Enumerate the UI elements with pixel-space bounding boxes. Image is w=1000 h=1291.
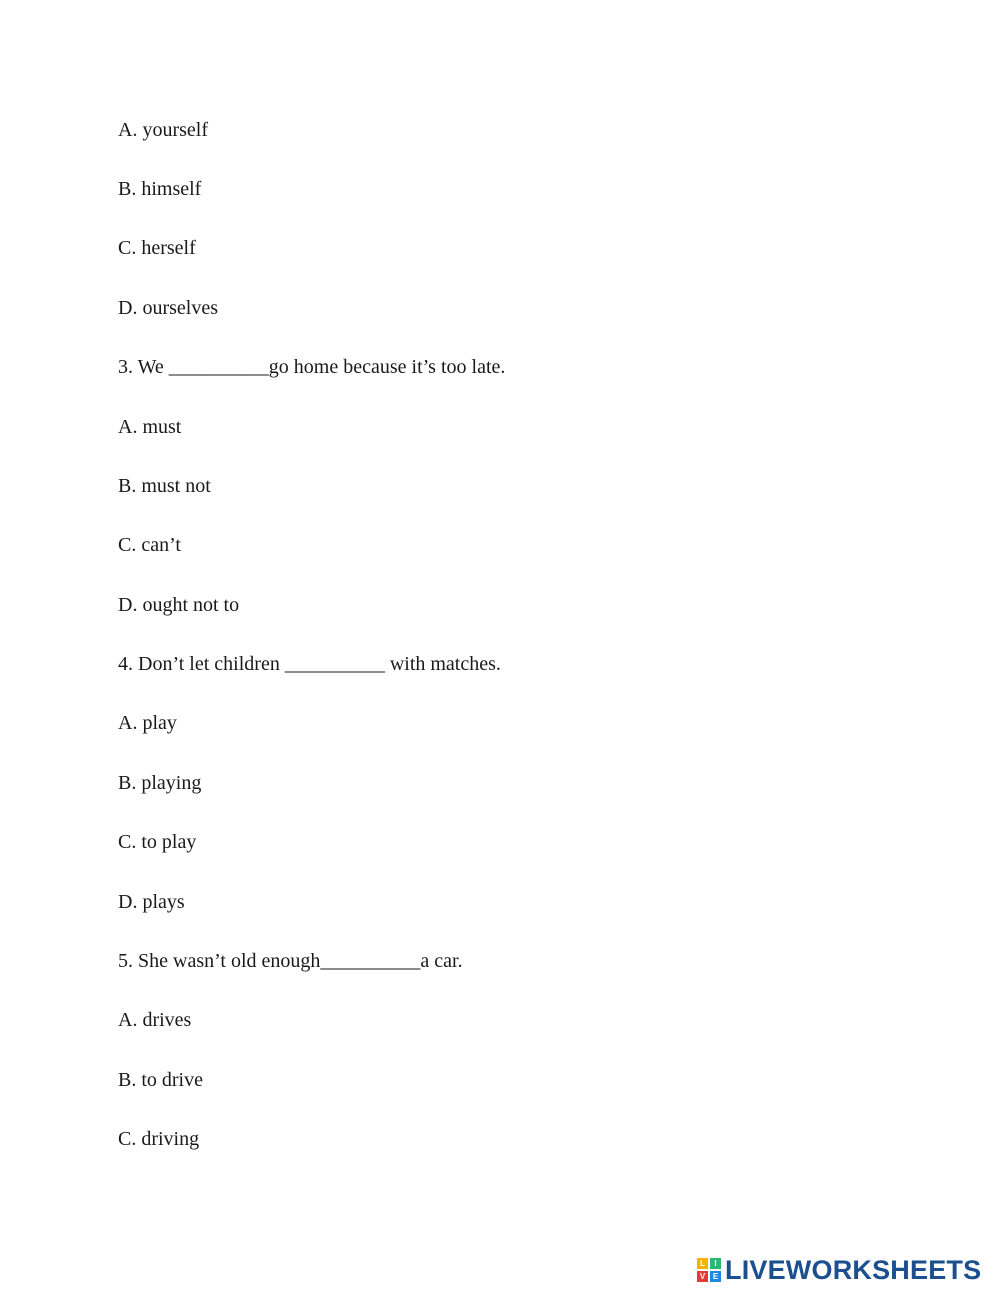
q4-option-d: D. plays [118,891,185,913]
question-3: 3. We __________go home because it’s too late. [118,356,506,378]
q5-option-a: A. drives [118,1009,192,1031]
logo-tile-v: V [697,1271,708,1282]
option-a-yourself: A. yourself [118,119,208,141]
q4-option-c: C. to play [118,831,197,853]
option-c-herself: C. herself [118,237,196,259]
question-4: 4. Don’t let children __________ with matches. [118,653,501,675]
worksheet-page [118,0,978,1180]
q5-option-c: C. driving [118,1128,200,1150]
option-d-ourselves: D. ourselves [118,297,218,319]
logo-tile-i: I [710,1258,721,1269]
q5-option-b: B. to drive [118,1069,203,1091]
option-b-himself: B. himself [118,178,202,200]
logo-tile-e: E [710,1271,721,1282]
logo-tile-l: L [697,1258,708,1269]
q3-option-a: A. must [118,416,182,438]
q3-option-b: B. must not [118,475,211,497]
question-5: 5. She wasn’t old enough__________a car. [118,950,463,972]
liveworksheets-wordmark: LIVEWORKSHEETS [725,1255,982,1285]
q4-option-a: A. play [118,712,177,734]
q3-option-d: D. ought not to [118,594,240,616]
q3-option-c: C. can’t [118,534,181,556]
q4-option-b: B. playing [118,772,202,794]
liveworksheets-logo-icon [697,1258,721,1282]
liveworksheets-logo [697,1255,981,1285]
